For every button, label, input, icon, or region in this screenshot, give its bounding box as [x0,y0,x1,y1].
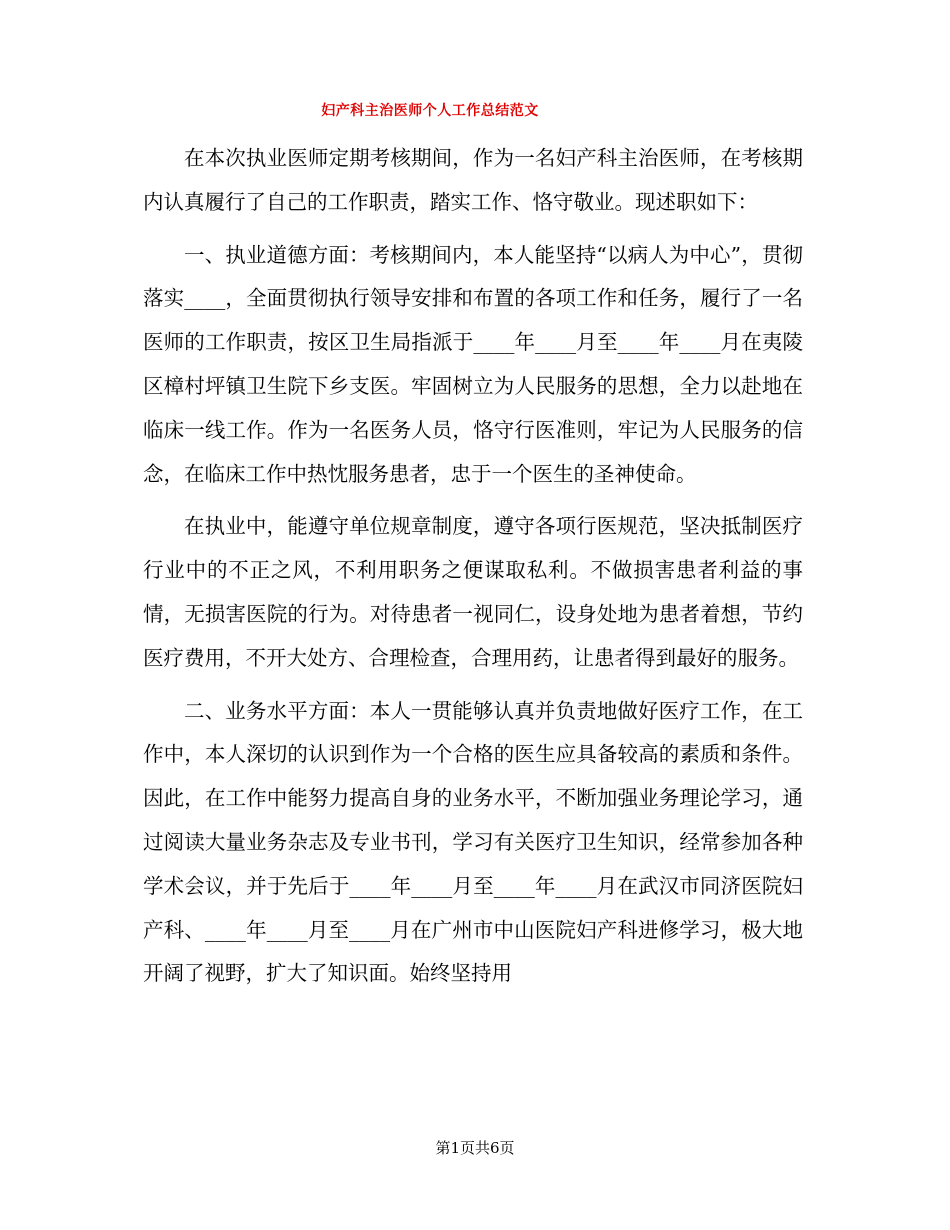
document-title: 妇产科主治医师个人工作总结范文 [321,103,539,119]
paragraph-ethics: 一、执业道德方面：考核期间内，本人能坚持“以病人为中心”，贯彻落实____，全面贯彻执行领导安排和布置的各项工作和任务，履行了一名医师的工作职责，按区卫生局指派于____年____月至____年____月在夷陵区樟村坪镇卫生院下乡支医。牢固树立为人民服务的思想，全力以赴地在临床一线工作。作为一名医务人员，恪守行医准则，牢记为人民服务的信念，在临床工作中热忱服务患者，忠于一个医生的圣神使命。 [143,242,803,486]
paragraph-skills: 二、业务水平方面：本人一贯能够认真并负责地做好医疗工作，在工作中，本人深切的认识到作为一个合格的医生应具备较高的素质和条件。因此，在工作中能努力提高自身的业务水平，不断加强业务理论学习，通过阅读大量业务杂志及专业书刊，学习有关医疗卫生知识，经常参加各种学术会议，并于先后于____年____月至____年____月在武汉市同济医院妇产科、____年____月至____月在广州市中山医院妇产科进修学习，极大地开阔了视野，扩大了知识面。始终坚持用 [143,698,803,986]
document-body [143,137,803,996]
page-number-footer: 第1页共6页 [435,1139,515,1157]
paragraph-practice: 在执业中，能遵守单位规章制度，遵守各项行医规范，坚决抵制医疗行业中的不正之风，不利用职务之便谋取私利。不做损害患者利益的事情，无损害医院的行为。对待患者一视同仁，设身处地为患者着想，节约医疗费用，不开大处方、合理检查，合理用药，让患者得到最好的服务。 [143,514,803,670]
paragraph-intro: 在本次执业医师定期考核期间，作为一名妇产科主治医师，在考核期内认真履行了自己的工作职责，踏实工作、恪守敬业。现述职如下： [143,146,803,214]
